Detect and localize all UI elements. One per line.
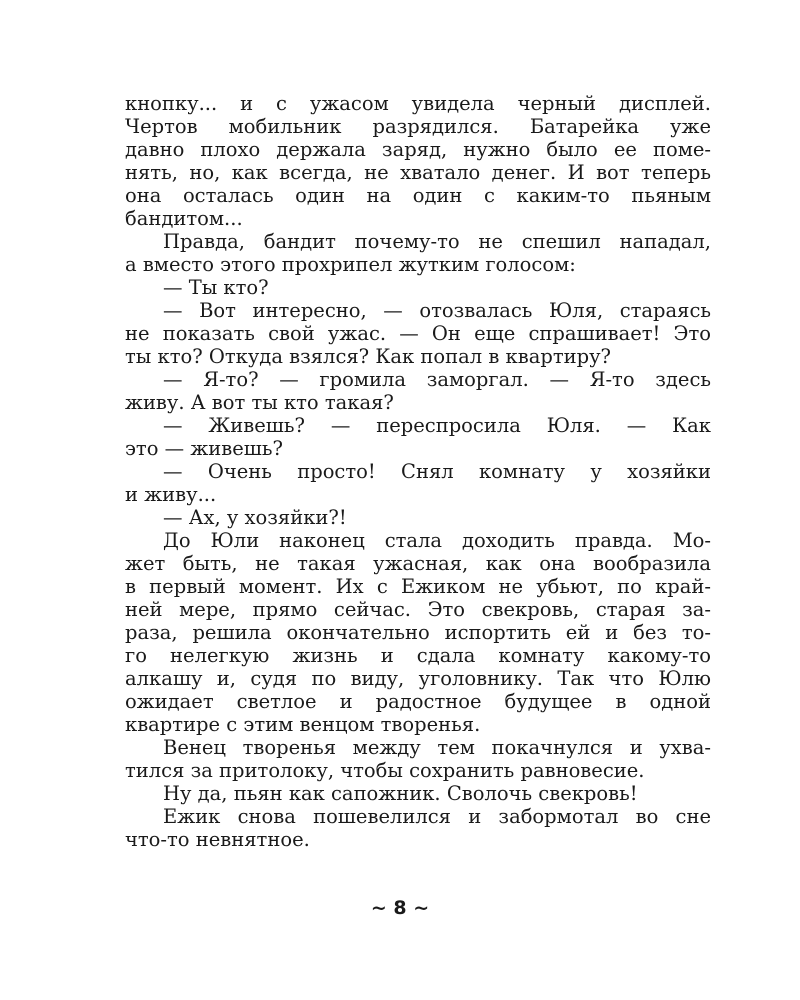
text-line: — Вот интересно, — отозвалась Юля, стараясь	[163, 299, 711, 322]
text-line: — Живешь? — переспросила Юля. — Как	[163, 414, 711, 437]
text-line: Чертов мобильник разрядился. Батарейка уже	[125, 115, 711, 138]
text-line: давно плохо держала заряд, нужно было ее поме-	[125, 138, 711, 161]
text-line: Правда, бандит почему-то не спешил нападал,	[163, 230, 711, 253]
text-line: бандитом...	[125, 207, 243, 230]
text-line: раза, решила окончательно испортить ей и без то-	[125, 621, 711, 644]
text-line: живу. А вот ты кто такая?	[125, 391, 394, 414]
text-line: ней мере, прямо сейчас. Это свекровь, старая за-	[125, 598, 711, 621]
text-line: жет быть, не такая ужасная, как она вообразила	[125, 552, 711, 575]
text-line: квартире с этим венцом творенья.	[125, 713, 481, 736]
text-line: это — живешь?	[125, 437, 283, 460]
text-line: кнопку... и с ужасом увидела черный дисплей.	[125, 92, 711, 115]
text-line: го нелегкую жизнь и сдала комнату какому-то	[125, 644, 711, 667]
text-line: До Юли наконец стала доходить правда. Мо-	[163, 529, 711, 552]
text-line: нять, но, как всегда, не хватало денег. И вот теперь	[125, 161, 711, 184]
text-line: алкашу и, судя по виду, уголовнику. Так что Юлю	[125, 667, 711, 690]
text-line: Ну да, пьян как сапожник. Сволочь свекровь!	[163, 782, 638, 805]
body-text	[125, 92, 711, 851]
text-line: в первый момент. Их с Ежиком не убьют, по край-	[125, 575, 711, 598]
text-line: — Ты кто?	[163, 276, 269, 299]
text-line: — Я-то? — громила заморгал. — Я-то здесь	[163, 368, 711, 391]
page-number: ~ 8 ~	[370, 897, 430, 919]
text-line: Венец творенья между тем покачнулся и ухва-	[163, 736, 711, 759]
text-line: не показать свой ужас. — Он еще спрашивает! Это	[125, 322, 711, 345]
text-line: ожидает светлое и радостное будущее в одной	[125, 690, 711, 713]
text-line: что-то невнятное.	[125, 828, 310, 851]
text-line: Ежик снова пошевелился и забормотал во сне	[163, 805, 711, 828]
text-line: — Ах, у хозяйки?!	[163, 506, 347, 529]
text-line: и живу...	[125, 483, 217, 506]
text-line: тился за притолоку, чтобы сохранить равновесие.	[125, 759, 645, 782]
text-line: а вместо этого прохрипел жутким голосом:	[125, 253, 576, 276]
text-line: — Очень просто! Снял комнату у хозяйки	[163, 460, 711, 483]
text-line: ты кто? Откуда взялся? Как попал в квартиру?	[125, 345, 612, 368]
text-line: она осталась один на один с каким-то пьяным	[125, 184, 711, 207]
